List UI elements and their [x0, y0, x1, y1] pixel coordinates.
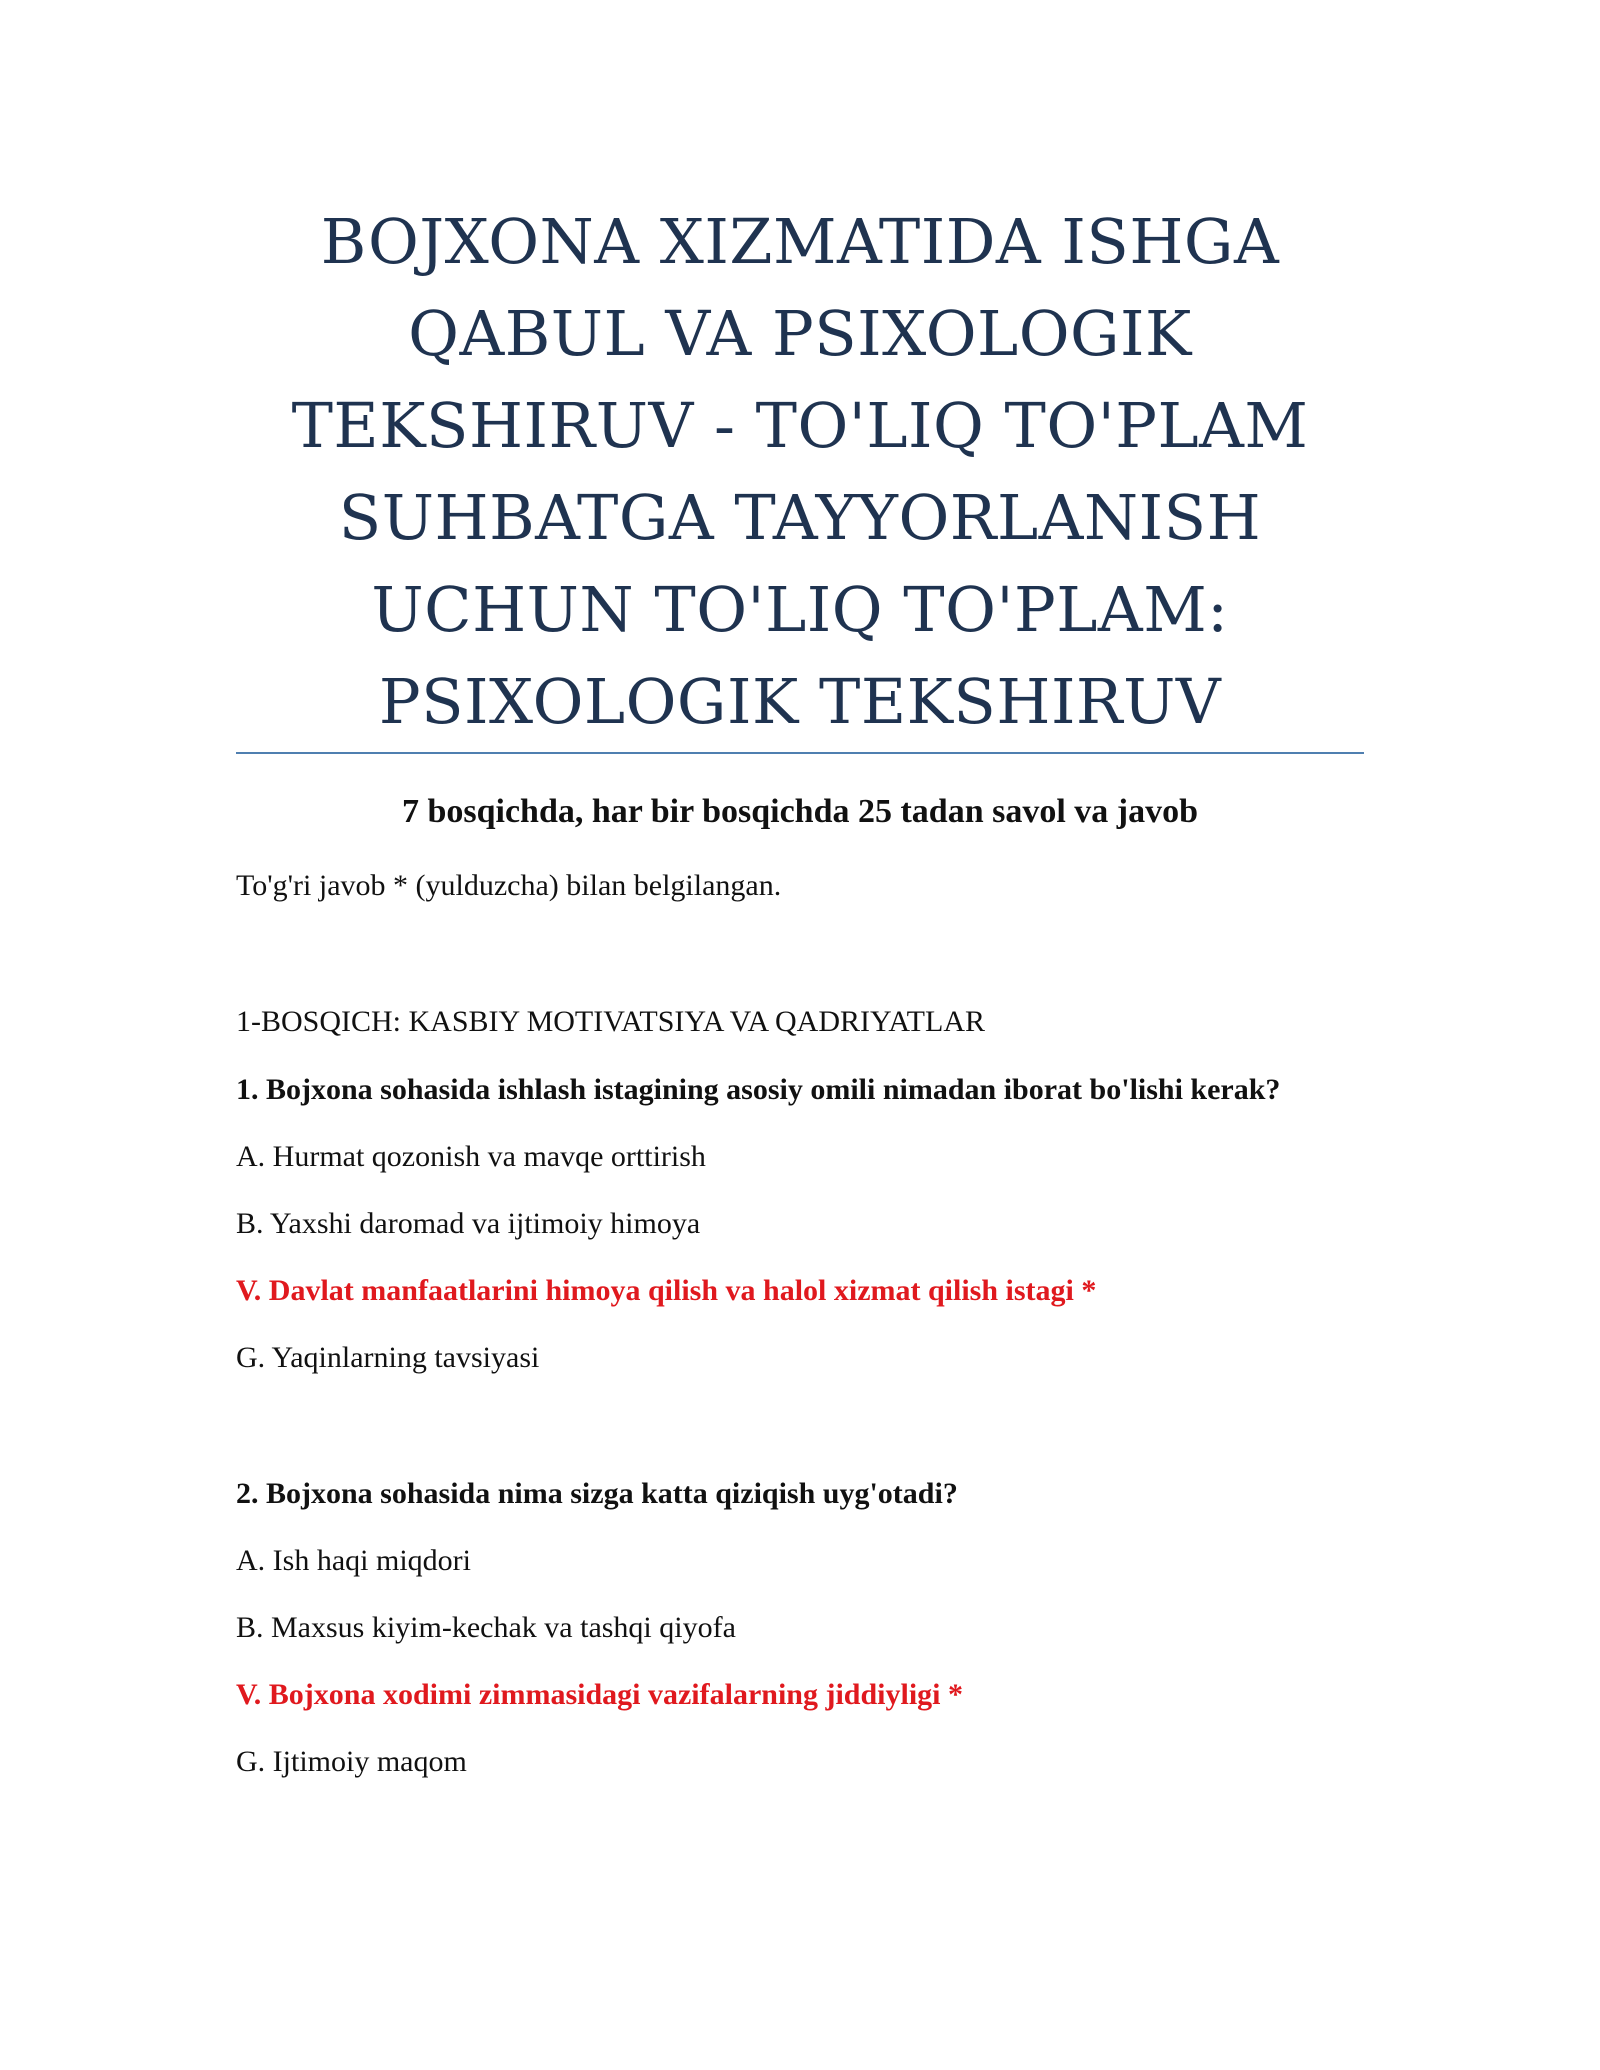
answer-option: A. Ish haqi miqdori [236, 1544, 471, 1577]
title-line: TEKSHIRUV - TO'LIQ TO'PLAM [291, 389, 1309, 462]
title-line: BOJXONA XIZMATIDA ISHGA [320, 205, 1280, 278]
answer-key-note: To'g'ri javob * (yulduzcha) bilan belgilangan. [236, 869, 782, 902]
answer-option: A. Hurmat qozonish va mavqe orttirish [236, 1140, 706, 1173]
title-line: PSIXOLOGIK TEKSHIRUV [378, 665, 1222, 738]
title-line: UCHUN TO'LIQ TO'PLAM: [371, 573, 1229, 646]
correct-answer-option: V. Bojxona xodimi zimmasidagi vazifalarning jiddiyligi * [236, 1678, 964, 1711]
question-text: 2. Bojxona sohasida nima sizga katta qiziqish uyg'otadi? [236, 1477, 958, 1510]
answer-option: B. Yaxshi daromad va ijtimoiy himoya [236, 1207, 701, 1240]
answer-option: B. Maxsus kiyim-kechak va tashqi qiyofa [236, 1611, 736, 1644]
title-line: SUHBATGA TAYYORLANISH [338, 481, 1262, 554]
section-heading: 1-BOSQICH: KASBIY MOTIVATSIYA VA QADRIYATLAR [236, 1005, 985, 1038]
title-divider [236, 752, 1364, 754]
title-line: QABUL VA PSIXOLOGIK [408, 297, 1192, 370]
document-title [236, 196, 1364, 748]
correct-answer-option: V. Davlat manfaatlarini himoya qilish va halol xizmat qilish istagi * [236, 1274, 1097, 1307]
answer-option: G. Ijtimoiy maqom [236, 1745, 467, 1778]
question-text: 1. Bojxona sohasida ishlash istagining asosiy omili nimadan iborat bo'lishi kerak? [236, 1073, 1281, 1106]
document-subtitle: 7 bosqichda, har bir bosqichda 25 tadan savol va javob [401, 793, 1199, 830]
answer-option: G. Yaqinlarning tavsiyasi [236, 1341, 540, 1374]
